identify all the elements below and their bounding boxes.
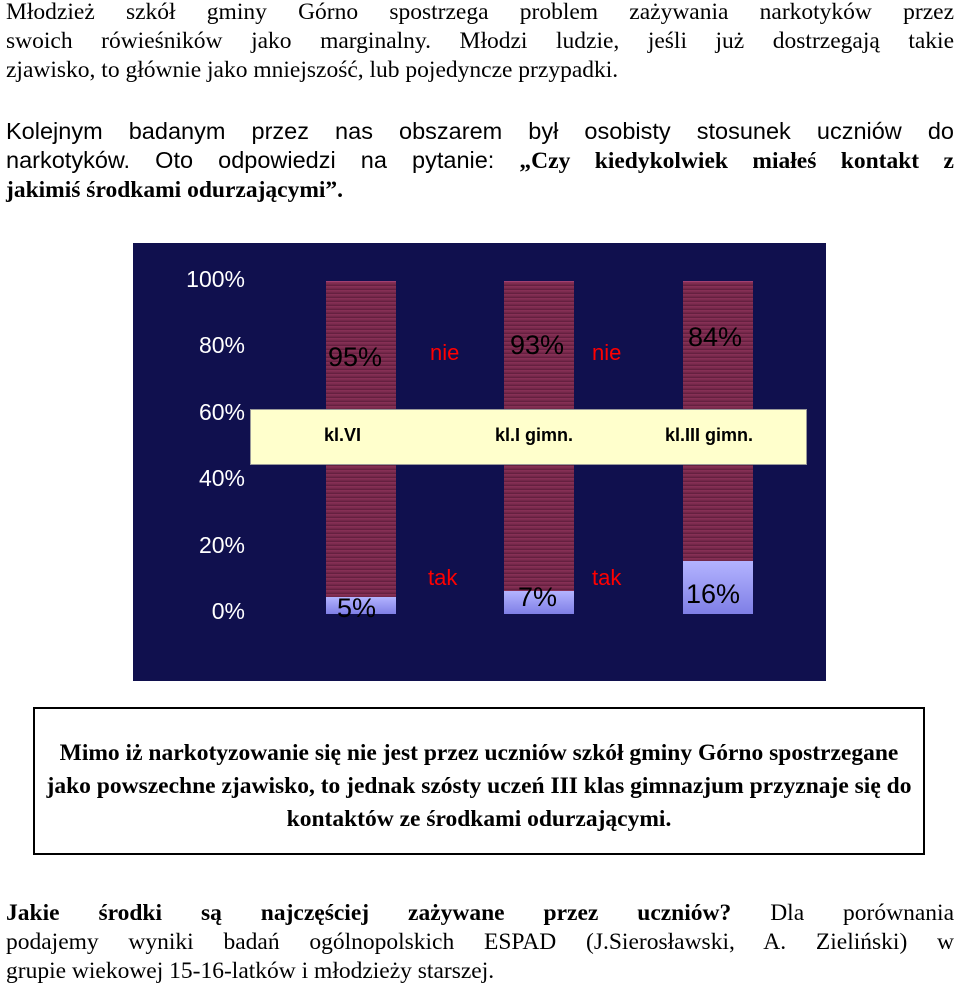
series-label-nie: nie [592, 340, 622, 365]
value-label-nie: 95% [328, 342, 383, 372]
series-label-nie: nie [430, 340, 460, 365]
closing-line-3: grupie wiekowej 15-16-latków i młodzieży starszej. [6, 958, 495, 984]
intro-line-1: Młodzież szkół gminy Górno spostrzega problem zażywania narkotyków przez [6, 0, 954, 25]
closing-question: Jakie środki są najczęściej zażywane przez uczniów? [6, 900, 732, 926]
category-label: kl.III gimn. [665, 425, 754, 445]
y-tick-label: 60% [198, 399, 245, 425]
y-tick-label: 80% [198, 332, 245, 358]
y-tick-label: 40% [198, 465, 245, 491]
category-label: kl.VI [324, 425, 362, 445]
question-line-2 [6, 146, 954, 176]
question-line-2-text: narkotyków. Oto odpowiedzi na pytanie: [6, 147, 520, 173]
value-label-tak: 16% [686, 579, 741, 609]
survey-question-part-1: „Czy kiedykolwiek miałeś kontakt z [519, 148, 954, 174]
value-label-nie: 93% [510, 330, 565, 360]
value-label-tak: 5% [337, 593, 377, 623]
value-label-nie: 84% [688, 322, 743, 352]
series-label-tak: tak [428, 565, 458, 590]
y-tick-label: 0% [211, 598, 245, 624]
survey-question-part-2: jakimiś środkami odurzającymi”. [6, 177, 344, 203]
intro-line-3: zjawisko, to głównie jako mniejszość, lub pojedyncze przypadki. [6, 57, 619, 83]
intro-paragraph [6, 0, 954, 85]
y-tick-label: 100% [186, 266, 245, 292]
question-line-1: Kolejnym badanym przez nas obszarem był osobisty stosunek uczniów do [6, 118, 954, 144]
intro-line-2: swoich rówieśników jako marginalny. Młodzi ludzie, jeśli już dostrzegają takie [6, 28, 954, 54]
closing-line-1-rest: Dla porównania [731, 900, 954, 926]
series-label-tak: tak [592, 565, 622, 590]
closing-paragraph [6, 899, 954, 986]
closing-line-2: podajemy wyniki badań ogólnopolskich ESPAD (J.Sierosławski, A. Zieliński) w [6, 929, 954, 955]
value-label-tak: 7% [518, 582, 558, 612]
y-tick-label: 20% [198, 532, 245, 558]
category-label: kl.I gimn. [495, 425, 574, 445]
summary-note-text: Mimo iż narkotyzowanie się nie jest przez uczniów szkół gminy Górno spostrzegane jako powszechne zjawisko, to jednak szósty uczeń III klas gimnazjum przyznaje się do kontaktów ze środkami odurzającymi. [46, 740, 912, 832]
summary-note-box [33, 707, 925, 855]
question-paragraph [6, 117, 954, 205]
closing-line-1 [6, 899, 954, 928]
